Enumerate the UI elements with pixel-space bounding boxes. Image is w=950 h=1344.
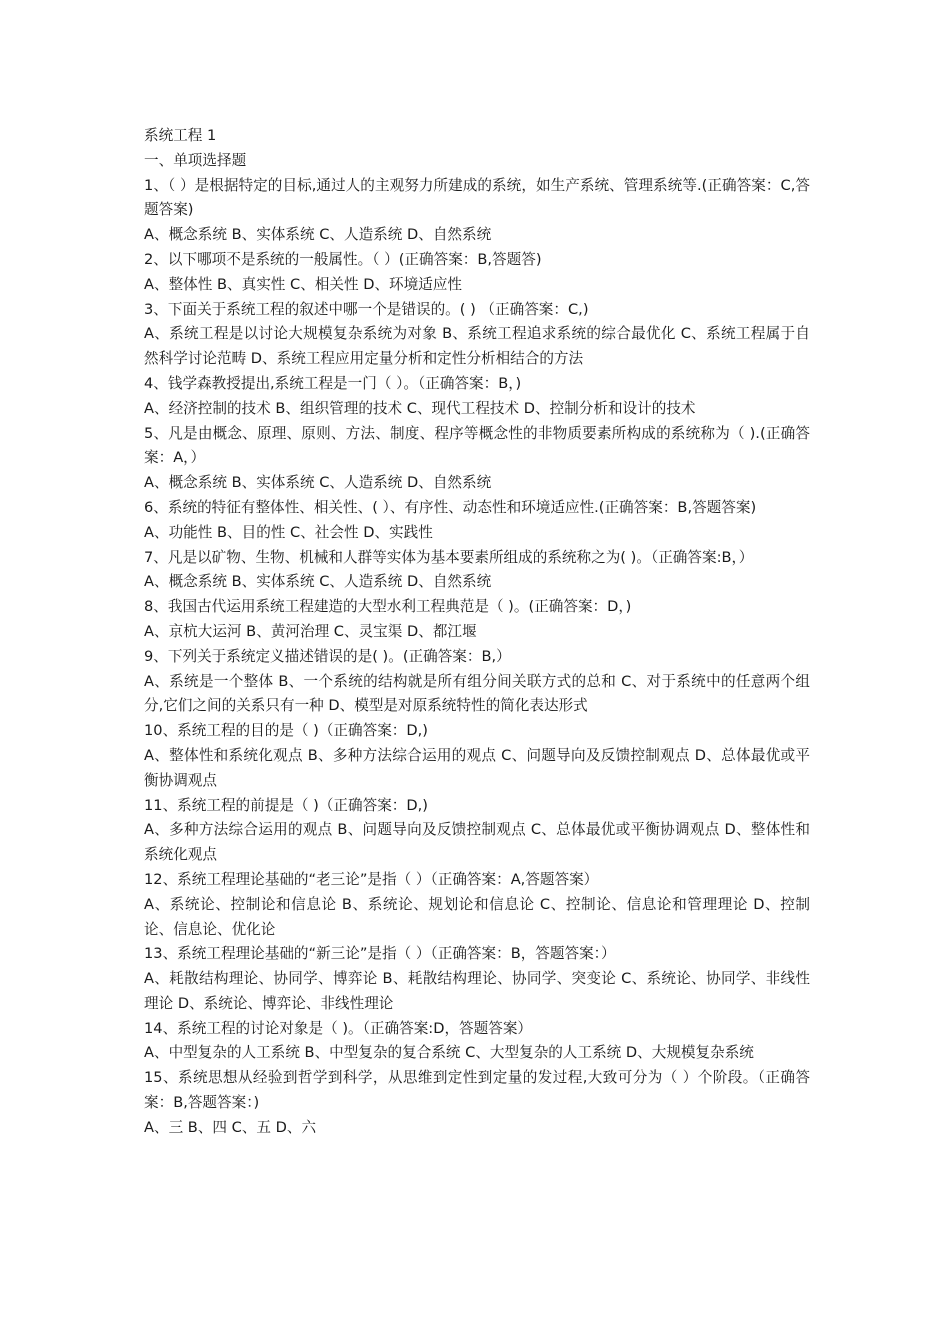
question-options: A、概念系统 B、实体系统 C、人造系统 D、自然系统	[144, 474, 492, 492]
question-text: 11、系统工程的前提是（ )（正确答案：D,)	[144, 796, 428, 814]
question-options: A、整体性和系统化观点 B、多种方法综合运用的观点 C、问题导向及反馈控制观点 D、总体最优或平衡协调观点	[144, 746, 810, 789]
question-text: 7、凡是以矿物、生物、机械和人群等实体为基本要素所组成的系统称之为( )。（正确答案:B，）	[144, 548, 754, 566]
question-text: 2、以下哪项不是系统的一般属性。（ ）(正确答案：B,答题答)	[144, 250, 542, 268]
question-options: A、系统工程是以讨论大规模复杂系统为对象 B、系统工程追求系统的综合最优化 C、系统工程属于自然科学讨论范畴 D、系统工程应用定量分析和定性分析相结合的方法	[144, 325, 810, 368]
question-options: A、京杭大运河 B、黄河治理 C、灵宝渠 D、都江堰	[144, 622, 477, 640]
question-options: A、系统论、控制论和信息论 B、系统论、规划论和信息论 C、控制论、信息论和管理理论 D、控制论、信息论、优化论	[144, 895, 810, 938]
question-text: 13、系统工程理论基础的“新三论”是指（ ）（正确答案：B，答题答案：）	[144, 945, 616, 963]
question-text: 4、钱学森教授提出,系统工程是一门（ ）。（正确答案：B，)	[144, 374, 522, 392]
document-page	[144, 124, 810, 1141]
question-options: A、中型复杂的人工系统 B、中型复杂的复合系统 C、大型复杂的人工系统 D、大规模复杂系统	[144, 1044, 754, 1062]
question-options: A、系统是一个整体 B、一个系统的结构就是所有组分间关联方式的总和 C、对于系统中的任意两个组分,它们之间的关系只有一种 D、模型是对原系统特性的简化表达形式	[144, 672, 810, 715]
question-text: 10、系统工程的目的是（ )（正确答案：D,)	[144, 722, 428, 740]
question-text: 12、系统工程理论基础的“老三论”是指（ ）（正确答案：A,答题答案）	[144, 870, 599, 888]
question-options: A、整体性 B、真实性 C、相关性 D、环境适应性	[144, 275, 463, 293]
question-options: A、概念系统 B、实体系统 C、人造系统 D、自然系统	[144, 573, 492, 591]
question-options: A、多种方法综合运用的观点 B、问题导向及反馈控制观点 C、总体最优或平衡协调观点 D、整体性和系统化观点	[144, 821, 810, 864]
question-text: 3、下面关于系统工程的叙述中哪一个是错误的。( ) （正确答案：C,)	[144, 300, 589, 318]
question-options: A、耗散结构理论、协同学、博弈论 B、耗散结构理论、协同学、突变论 C、系统论、协同学、非线性理论 D、系统论、博弈论、非线性理论	[144, 970, 810, 1012]
question-text: 1、（ ）是根据特定的目标,通过人的主观努力所建成的系统，如生产系统、管理系统等.(正确答案：C,答题答案)	[144, 176, 810, 219]
question-text: 14、系统工程的讨论对象是（ )。（正确答案:D，答题答案）	[144, 1019, 533, 1037]
section-heading: 一、单项选择题	[144, 151, 247, 169]
question-text: 9、下列关于系统定义描述错误的是( )。(正确答案：B,）	[144, 647, 511, 665]
question-text: 8、我国古代运用系统工程建造的大型水利工程典范是（ )。(正确答案：D，)	[144, 598, 632, 616]
question-options: A、概念系统 B、实体系统 C、人造系统 D、自然系统	[144, 226, 492, 244]
question-text: 6、系统的特征有整体性、相关性、( ）、有序性、动态性和环境适应性.(正确答案：B,答题答案)	[144, 498, 757, 516]
question-options: A、经济控制的技术 B、组织管理的技术 C、现代工程技术 D、控制分析和设计的技术	[144, 399, 696, 417]
document-title: 系统工程 1	[144, 127, 217, 144]
question-options: A、三 B、四 C、五 D、六	[144, 1118, 317, 1136]
question-options: A、功能性 B、目的性 C、社会性 D、实践性	[144, 523, 433, 541]
question-text: 5、凡是由概念、原理、原则、方法、制度、程序等概念性的非物质要素所构成的系统称为（ ).(正确答案：A，）	[144, 424, 810, 467]
question-list	[144, 174, 810, 1141]
question-text: 15、系统思想从经验到哲学到科学，从思维到定性到定量的发过程,大致可分为（ ）个阶段。（正确答案：B,答题答案：)	[144, 1069, 810, 1112]
